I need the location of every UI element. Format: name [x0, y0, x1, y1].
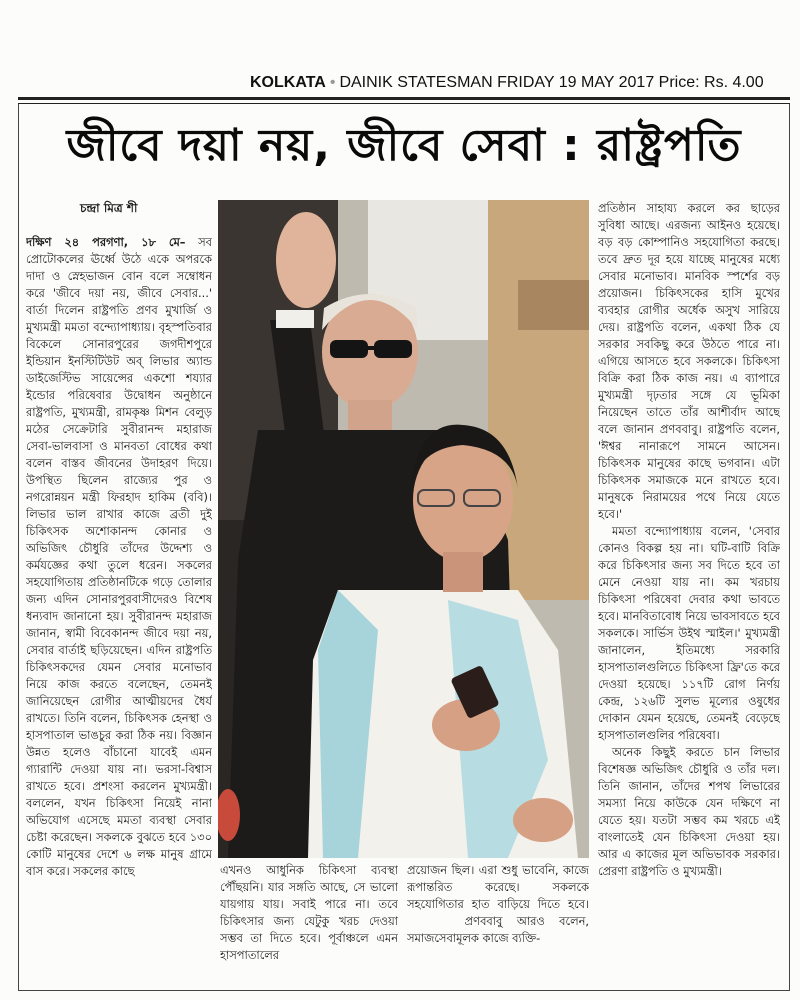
- masthead-paper: DAINIK STATESMAN FRIDAY 19 MAY 2017: [339, 74, 655, 91]
- right-paragraph-2: মমতা বন্দ্যোপাধ্যায় বলেন, 'সেবার কোনও বিকল্প হয় না। ঘটি-বাটি বিক্রি করে চিকিৎসার জন্য সব দিতে হবে তা মেনে নেওয়া যায় না। কম খরচায় চিকিৎসা পরিষেবা দেবার কথা ভাবতে হবে। মানবিতাবোধ নিয়ে ভাবসাবতে হবে সকলকে। সার্ভিস উইথ স্মাইল।' মুখ্যমন্ত্রী জানালেন, ইতিমধ্যে সরকারি হাসপাতালগুলিতে চিকিৎসা ফ্রি'তে করে দেওয়া হয়েছে। ১১৭টি রোগ নির্ণয় কেন্দ্র, ১২৬টি সুলভ মূল্যের ওষুধের দোকান যেমন হয়েছে, তেমনই বেড়েছে হাসপাতালগুলির পরিষেবা।: [598, 524, 780, 742]
- dateline: দক্ষিণ ২৪ পরগণা, ১৮ মে–: [26, 235, 186, 249]
- masthead-price: Price: Rs. 4.00: [658, 74, 764, 91]
- bottom-paragraph-1: এখনও আধুনিক চিকিৎসা ব্যবস্থা পৌঁছয়নি। যার সঙ্গতি আছে, সে ভালো যায়গায় যায়। সবাই পারে না। তবে চিকিৎসার জন্য যেটুকু খরচ দেওয়া সম্ভব তা দিতে হবে। পূর্বাঞ্চলে এমন হাসপাতালের: [220, 863, 398, 962]
- left-column: [26, 234, 212, 984]
- bottom-paragraph-2: প্রয়োজন ছিল। এরা শুধু ভাবেনি, কাজে রূপান্তরিত করেছে। সকলকে সহযোগিতার হাত বাড়িয়ে দিতে হবে। প্রণববাবু আরও বলেন, সমাজসেবামূলক কাজে ব্যক্তি-: [407, 863, 589, 945]
- right-paragraph-1: প্রতিষ্ঠান সাহায্য করলে কর ছাড়ের সুবিধা আছে। এরজন্য আইনও হয়েছে। বড় বড় কোম্পানিও সহযোগিতা করছে। তবে দ্রুত দূর হয়ে যাচ্ছে মানুষের মধ্যে সেবার মনোভাব। মানবিক স্পর্শের বড় প্রয়োজন। চিকিৎসকের হাসি মুখের ব্যবহার রোগীর অর্ধেক অসুখ সারিয়ে দেয়। রাষ্ট্রপতি বলেন, একথা ঠিক যে সরকার সবকিছু করে উঠতে পারে না। এগিয়ে আসতে হবে সকলকে। চিকিৎসা বিক্রি করা ঠিক কাজ নয়। এ ব্যাপারে মুখ্যমন্ত্রী দৃঢ়তার সঙ্গে যে ভূমিকা নিয়েছেন তাতে তাঁর আশীর্বাদ আছে বলে জানান প্রণববাবু। রাষ্ট্রপতি বলেন, 'ঈশ্বর নানারূপে সামনে আসেন। চিকিৎসক মানুষের কাছে ভগবান। এটা চিকিৎসক সমাজকে মনে রাখতে হবে। মানুষকে নিরাময়ের পথে নিয়ে যেতে হবে।': [598, 201, 780, 521]
- top-rule: [18, 97, 790, 100]
- top-rule-thin: [18, 103, 790, 104]
- right-paragraph-3: অনেক কিছুই করতে চান লিভার বিশেষজ্ঞ অভিজিৎ চৌধুরি ও তাঁর দল। তিনি জানান, তাঁদের শপথ লিভারের সমস্যা নিয়ে কাউকে যেন দক্ষিণে না যেতে হয়। যতটা সম্ভব কম খরচে এই বাংলাতেই যেন চিকিৎসা দেওয়া হয়। আর এ কাজের মূল অভিভাবক সরকার। প্রেরণা রাষ্ট্রপতি ও মুখ্যমন্ত্রী।: [598, 745, 780, 878]
- masthead-city: KOLKATA: [250, 74, 326, 91]
- bottom-column-1: [220, 862, 398, 984]
- headline: জীবে দয়া নয়, জীবে সেবা : রাষ্ট্রপতি: [66, 120, 742, 171]
- left-paragraph-1: সব প্রোটোকলের ঊর্ধ্বে উঠে একে অপরকে দাদা ও স্নেহভাজন বোন বলে সম্বোধন করে 'জীবে দয়া নয়, জীবে সেবার...' বার্তা দিলেন রাষ্ট্রপতি প্রণব মুখার্জি ও মুখ্যমন্ত্রী মমতা বন্দ্যোপাধ্যায়। বৃহস্পতিবার বিকেলে সোনারপুরের জগদীশপুরে ইন্ডিয়ান ইনস্টিটিউট অব্‌ লিভার অ্যান্ড ডাইজেস্টিভ সায়েন্সের একশো শয্যার ইন্ডোর পরিষেবার উদ্বোধন অনুষ্ঠানে রাষ্ট্রপতি, মুখ্যমন্ত্রী, রামকৃষ্ণ মিশন বেলুড় মঠের সেক্রেটারি সুবীরানন্দ মহারাজ সেবা-ভালবাসা ও মানবতা বোধের কথা বলেন বাস্তব জীবনের উদাহরণ দিয়ে। উপস্থিত ছিলেন রাজ্যের পুর ও নগরোন্নয়ন মন্ত্রী ফিরহাদ হাকিম (ববি)। লিভার ভাল রাখার কাজে ব্রতী দুই চিকিৎসক অশোকানন্দ কোনার ও অভিজিৎ চৌধুরি তাঁদের উদ্দেশ্য ও কর্মযজ্ঞের কথা তুলে ধরেন। সকলের সহযোগিতায় প্রতিষ্ঠানটিকে গড়ে তোলার জন্য এদিন সোনারপুরবাসীদেরও বিশেষ ধন্যবাদ জানানো হয়। সুবীরানন্দ মহারাজ জানান, স্বামী বিবেকানন্দ জীবে দয়া নয়, সেবার বার্তাই ছড়িয়েছেন। এদিন রাষ্ট্রপতি চিকিৎসকদের যেমন সেবার মনোভাব নিয়ে কাজ করতে বলেছেন, তেমনই জানিয়েছেন রোগীর আত্মীয়দের ধৈর্য রাখতে। তিনি বলেন, চিকিৎসক হেনস্থা ও হাসপাতাল ভাঙচুর করা ঠিক নয়। বিজ্ঞান উন্নত হলেও বাঁচানো যাবেই এমন গ্যারান্টি দেওয়া যায় না। ভরসা-বিশ্বাস রাখতে হবে। প্রশংসা করলেন মুখ্যমন্ত্রী। বললেন, যখন চিকিৎসা নিয়েই নানা অভিযোগ এসেছে মমতা ব্যবস্থা সেবার চেষ্টা করেছেন। সকলকে বুঝতে হবে ১৩০ কোটি মানুষের দেশে ৬ লক্ষ মানুষ গ্রামে বাস করে। সকলের কাছে: [26, 235, 212, 878]
- frame-left: [18, 104, 19, 990]
- frame-bottom: [18, 990, 790, 991]
- frame-right: [789, 104, 790, 990]
- bottom-column-2: [407, 862, 589, 984]
- photo-illustration: [218, 200, 589, 858]
- news-photo: [218, 200, 589, 858]
- right-column: [598, 200, 780, 984]
- masthead: KOLKATA • DAINIK STATESMAN FRIDAY 19 MAY 2017 Price: Rs. 4.00: [250, 74, 764, 91]
- byline: চন্দ্রা মিত্র শী: [80, 201, 138, 215]
